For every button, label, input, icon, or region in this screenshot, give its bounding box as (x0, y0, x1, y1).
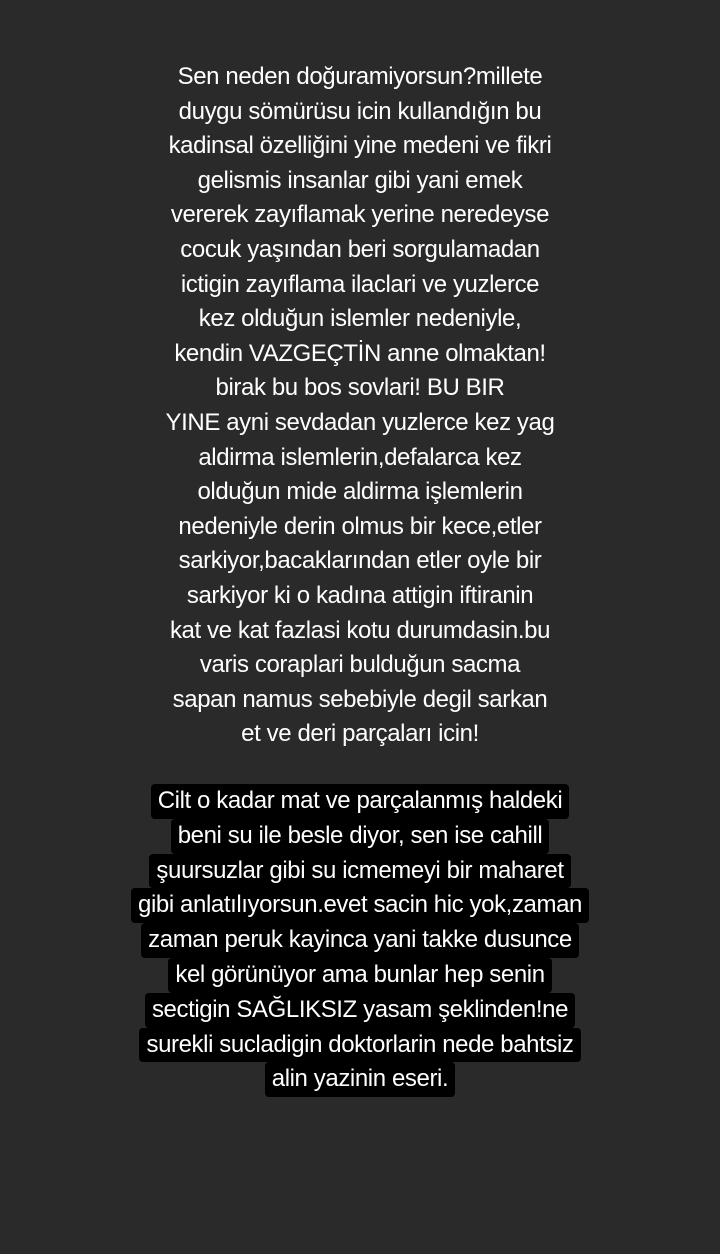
text-line: birak bu bos sovlari! BU BIR (215, 374, 505, 402)
highlighted-text-line (0, 888, 720, 923)
highlight-text: şuursuzlar gibi su icmemeyi bir maharet (149, 854, 570, 889)
text-line: ictigin zayıflama ilaclari ve yuzlerce (180, 270, 540, 298)
text-line: sapan namus sebebiyle degil sarkan (172, 685, 548, 713)
highlight-text: alin yazinin eseri. (265, 1062, 456, 1097)
text-line: duygu sömürüsu icin kullandığın bu (178, 97, 542, 125)
text-line: olduğun mide aldirma işlemlerin (197, 478, 523, 506)
text-line: kat ve kat fazlasi kotu durumdasin.bu (169, 616, 551, 644)
text-line: et ve deri parçaları icin! (241, 720, 479, 748)
text-line: YINE ayni sevdadan yuzlerce kez yag (165, 408, 555, 436)
highlight-text: sectigin SAĞLIKSIZ yasam şeklinden!ne (145, 993, 575, 1028)
text-line: kendin VAZGEÇTİN anne olmaktan! (174, 339, 546, 367)
highlighted-text-line (0, 1062, 720, 1097)
highlighted-text-line (0, 923, 720, 958)
highlight-text: surekli sucladigin doktorlarin nede bahtsiz (139, 1028, 580, 1063)
highlighted-text-line (0, 1028, 720, 1063)
text-line: nedeniyle derin olmus bir kece,etler (178, 512, 542, 540)
text-line: cocuk yaşından beri sorgulamadan (180, 235, 540, 263)
highlighted-text-line (0, 958, 720, 993)
story-text-paragraph-2-highlighted (0, 784, 720, 1097)
highlighted-text-line (0, 993, 720, 1028)
text-line: kadinsal özelliğini yine medeni ve fikri (168, 132, 552, 160)
text-line: sarkiyor ki o kadına attigin iftiranin (186, 581, 534, 609)
highlight-text: beni su ile besle diyor, sen ise cahill (171, 819, 550, 854)
text-line: varis coraplari bulduğun sacma (199, 651, 521, 679)
highlighted-text-line (0, 819, 720, 854)
text-line: Sen neden doğuramiyorsun?millete (177, 63, 543, 90)
story-text-paragraph-1 (0, 60, 720, 752)
highlight-text: zaman peruk kayinca yani takke dusunce (141, 923, 579, 958)
text-line: gelismis insanlar gibi yani emek (197, 166, 523, 194)
text-line: aldirma islemlerin,defalarca kez (198, 443, 522, 471)
highlight-text: gibi anlatılıyorsun.evet sacin hic yok,zaman (131, 888, 589, 923)
text-line: sarkiyor,bacaklarından etler oyle bir (178, 547, 542, 575)
highlighted-text-line (0, 784, 720, 819)
highlight-text: kel görünüyor ama bunlar hep senin (168, 958, 551, 993)
highlight-text: Cilt o kadar mat ve parçalanmış haldeki (151, 784, 570, 819)
text-line: vererek zayıflamak yerine neredeyse (170, 201, 550, 229)
highlighted-text-line (0, 854, 720, 889)
text-line: kez olduğun islemler nedeniyle, (198, 305, 522, 333)
